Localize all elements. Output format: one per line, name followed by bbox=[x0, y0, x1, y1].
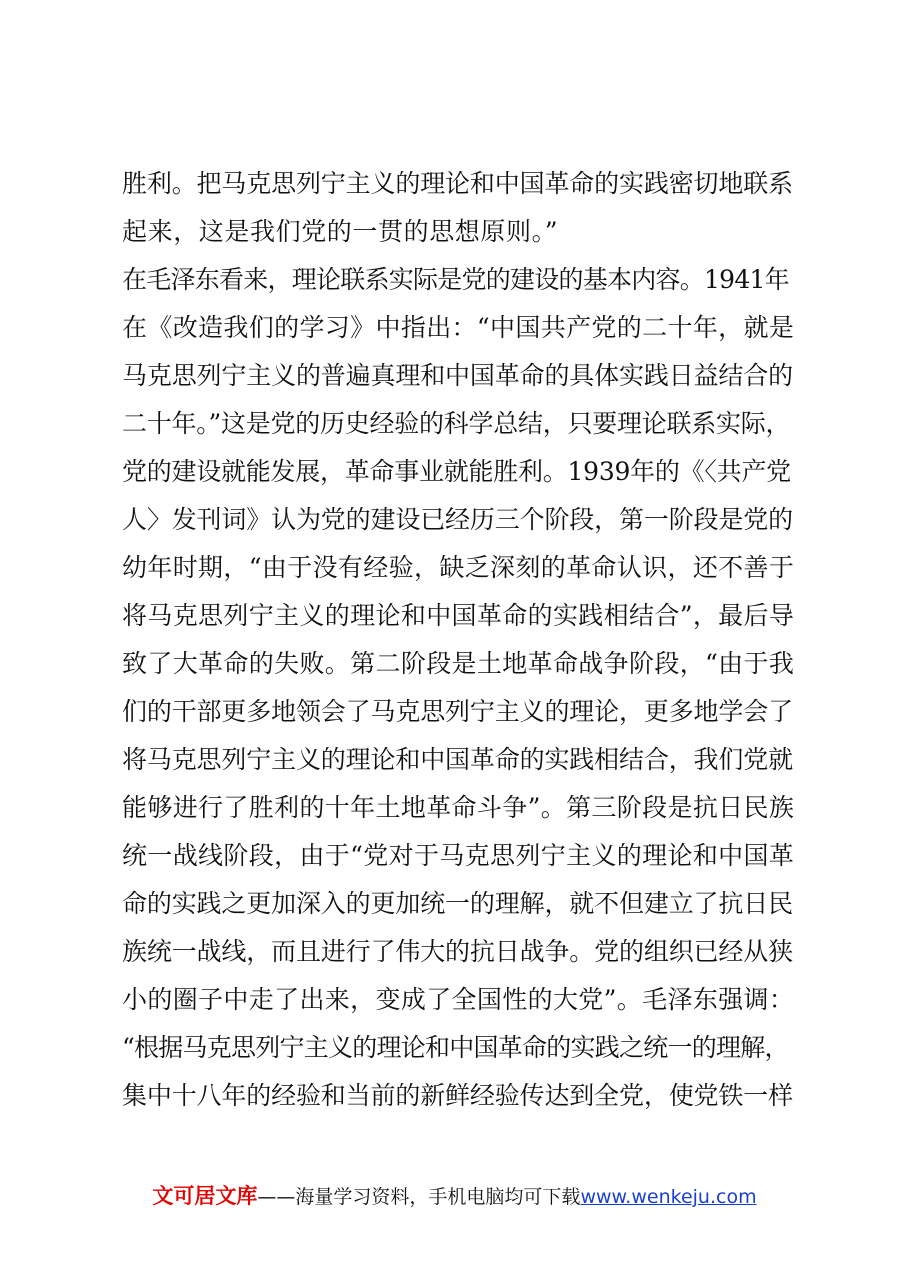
text-line-2: 起来，这是我们党的一贯的思想原则。” bbox=[122, 217, 559, 246]
body-text bbox=[122, 160, 794, 1120]
text-line-10: 将马克思列宁主义的理论和中国革命的实践相结合”，最后导 bbox=[122, 601, 795, 630]
text-line-16: 命的实践之更加深入的更加统一的理解，就不但建立了抗日民 bbox=[122, 889, 793, 918]
text-line-11: 致了大革命的失败。第二阶段是土地革命战争阶段，“由于我 bbox=[122, 649, 795, 678]
text-line-19: “根据马克思列宁主义的理论和中国革命的实践之统一的理解， bbox=[122, 1033, 789, 1062]
text-line-6: 二十年。”这是党的历史经验的科学总结，只要理论联系实际， bbox=[122, 409, 791, 438]
text-line-8: 人〉发刊词》认为党的建设已经历三个阶段，第一阶段是党的 bbox=[122, 505, 793, 534]
text-line-18: 小的圈子中走了出来，变成了全国性的大党”。毛泽东强调： bbox=[122, 985, 795, 1014]
text-line-9: 幼年时期，“由于没有经验，缺乏深刻的革命认识，还不善于 bbox=[122, 553, 795, 582]
text-line-13: 将马克思列宁主义的理论和中国革命的实践相结合，我们党就 bbox=[122, 745, 793, 774]
text-line-12: 们的干部更多地领会了马克思列宁主义的理论，更多地学会了 bbox=[122, 697, 793, 726]
footer-banner bbox=[0, 1180, 909, 1213]
footer-tagline: 海量学习资料，手机电脑均可下载 bbox=[295, 1186, 581, 1208]
text-line-5: 马克思列宁主义的普遍真理和中国革命的具体实践日益结合的 bbox=[122, 361, 793, 390]
text-line-1: 胜利。把马克思列宁主义的理论和中国革命的实践密切地联系 bbox=[122, 169, 793, 198]
text-line-4: 在《改造我们的学习》中指出：“中国共产党的二十年，就是 bbox=[122, 313, 795, 342]
text-line-14: 能够进行了胜利的十年土地革命斗争”。第三阶段是抗日民族 bbox=[122, 793, 795, 822]
text-line-15: 统一战线阶段，由于“党对于马克思列宁主义的理论和中国革 bbox=[122, 841, 795, 870]
text-line-7: 党的建设就能发展，革命事业就能胜利。1939年的《〈共产党 bbox=[122, 457, 791, 486]
brand-name: 文可居文库 bbox=[152, 1184, 258, 1208]
footer-dash: —— bbox=[257, 1186, 296, 1208]
website-link[interactable]: www.wenkeju.com bbox=[580, 1186, 757, 1208]
text-line-20: 集中十八年的经验和当前的新鲜经验传达到全党，使党铁一样 bbox=[122, 1081, 793, 1110]
text-line-3: 在毛泽东看来，理论联系实际是党的建设的基本内容。1941年 bbox=[122, 265, 789, 294]
text-line-17: 族统一战线，而且进行了伟大的抗日战争。党的组织已经从狭 bbox=[122, 937, 793, 966]
